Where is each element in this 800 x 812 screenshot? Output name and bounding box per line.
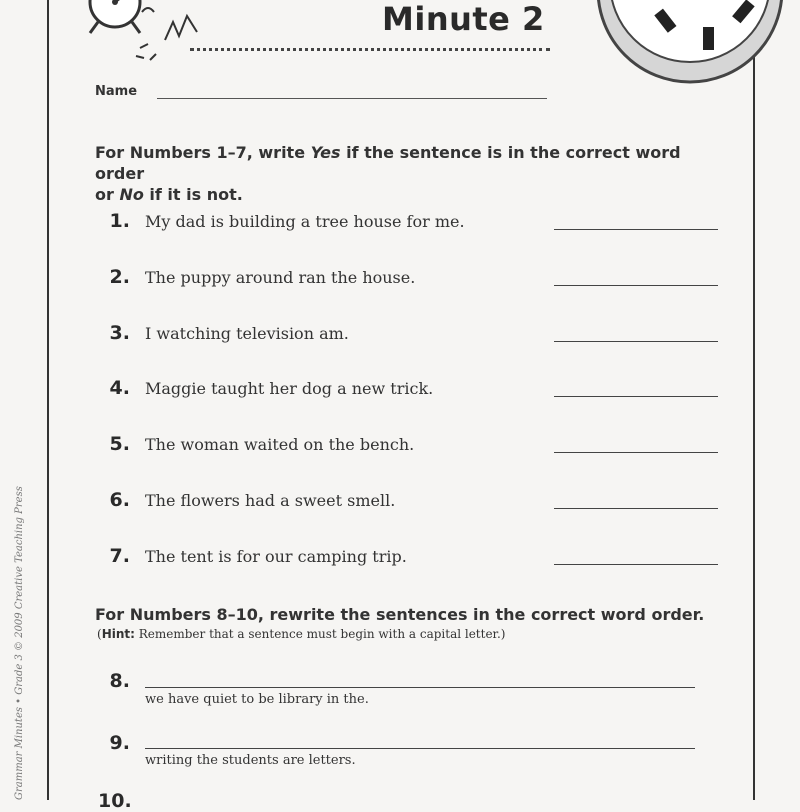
scrambled-sentence: writing the students are letters. — [145, 753, 356, 768]
item-number: 6. — [109, 489, 130, 511]
rewrite-answer-line[interactable] — [145, 687, 695, 688]
item-number: 10. — [98, 790, 132, 812]
item-number: 4. — [109, 377, 130, 399]
large-clock-icon — [570, 0, 800, 90]
item-sentence: The puppy around ran the house. — [145, 268, 416, 287]
item-sentence: My dad is building a tree house for me. — [145, 212, 465, 231]
item-number: 3. — [109, 322, 130, 344]
list-item — [0, 210, 800, 240]
title-dotted-rule — [190, 48, 550, 51]
instructions-rewrite: For Numbers 8–10, rewrite the sentences in the correct word order. — [95, 605, 705, 624]
list-item — [0, 433, 800, 463]
answer-line[interactable] — [554, 341, 718, 342]
side-credit: Grammar Minutes • Grade 3 © 2009 Creative Teaching Press — [14, 486, 25, 800]
list-item — [0, 670, 800, 710]
rewrite-answer-line[interactable] — [145, 748, 695, 749]
hint-text: (Hint: Remember that a sentence must begin with a capital letter.) — [97, 627, 506, 641]
alarm-clock-icon — [70, 0, 210, 75]
list-item — [0, 790, 800, 812]
item-number: 8. — [109, 670, 130, 692]
list-item — [0, 322, 800, 352]
name-input-line[interactable] — [157, 98, 547, 99]
answer-line[interactable] — [554, 452, 718, 453]
answer-line[interactable] — [554, 229, 718, 230]
item-number: 9. — [109, 732, 130, 754]
list-item — [0, 732, 800, 772]
item-sentence: The flowers had a sweet smell. — [145, 491, 396, 510]
name-label: Name — [95, 84, 138, 99]
answer-line[interactable] — [554, 508, 718, 509]
item-number: 7. — [109, 545, 130, 567]
list-item — [0, 266, 800, 296]
answer-line[interactable] — [554, 285, 718, 286]
answer-line[interactable] — [554, 396, 718, 397]
item-number: 2. — [109, 266, 130, 288]
answer-line[interactable] — [554, 564, 718, 565]
item-number: 1. — [109, 210, 130, 232]
item-sentence: I watching television am. — [145, 324, 349, 343]
item-number: 5. — [109, 433, 130, 455]
page-title: Minute 2 — [382, 0, 545, 38]
item-sentence: The woman waited on the bench. — [145, 435, 415, 454]
list-item — [0, 489, 800, 519]
list-item — [0, 545, 800, 575]
item-sentence: The tent is for our camping trip. — [145, 547, 407, 566]
instructions-yes-no: For Numbers 1–7, write Yes if the sentence is in the correct word order or No if it is not. — [95, 143, 681, 204]
item-sentence: Maggie taught her dog a new trick. — [145, 379, 434, 398]
scrambled-sentence: we have quiet to be library in the. — [145, 692, 369, 707]
list-item — [0, 377, 800, 407]
